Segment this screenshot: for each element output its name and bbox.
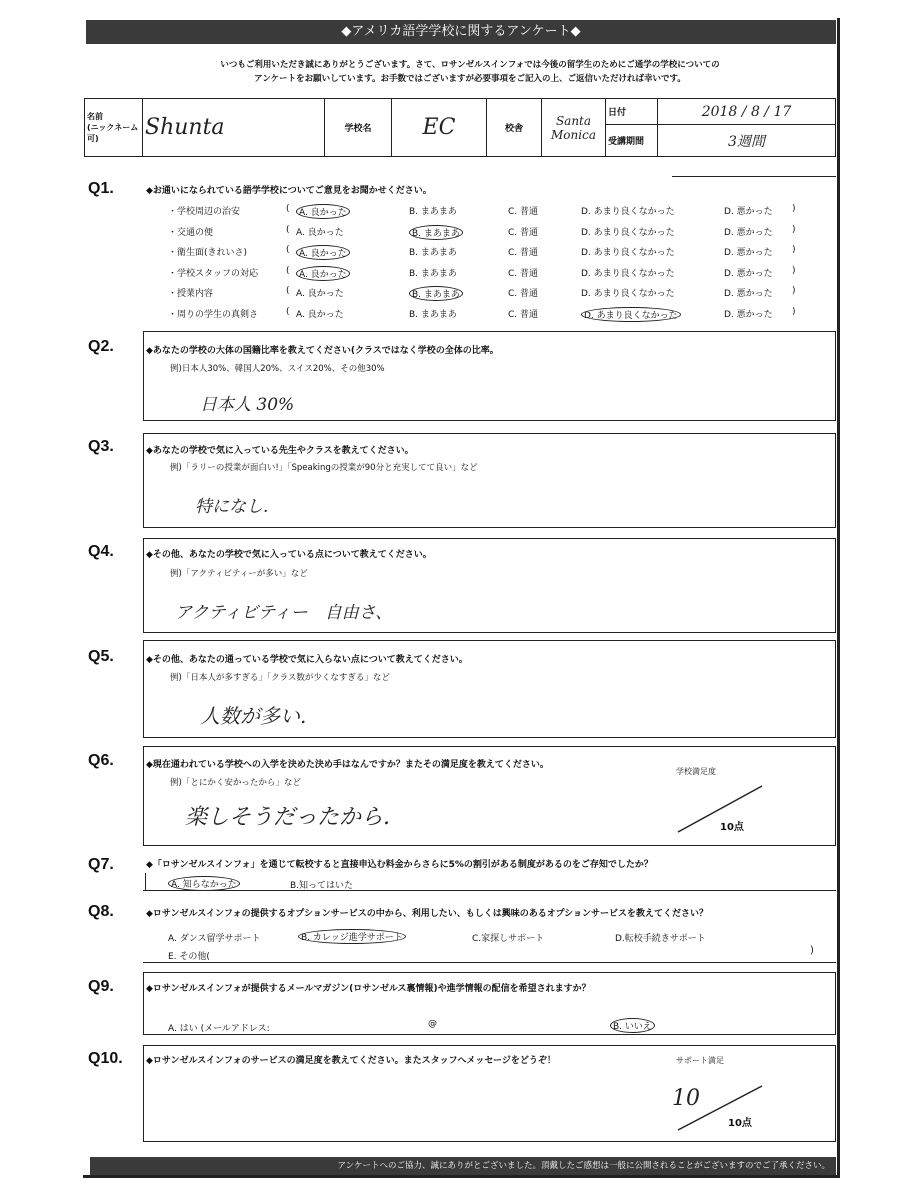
q1-option[interactable]: B. まあまあ bbox=[409, 207, 457, 217]
q1-rule bbox=[672, 176, 836, 177]
q8-option-b[interactable] bbox=[298, 929, 406, 944]
q10-score-scale: 10点 bbox=[728, 1118, 752, 1129]
q1-option[interactable]: C. 普通 bbox=[508, 309, 539, 320]
q1-option[interactable]: D. 悪かった bbox=[724, 207, 773, 217]
campus-value[interactable]: Santa Monica bbox=[542, 99, 606, 157]
q1-option[interactable]: D. あまり良くなかった bbox=[581, 289, 675, 299]
q1-option[interactable]: B. まあまあ bbox=[409, 225, 463, 240]
q3-number: Q3. bbox=[88, 438, 114, 455]
q1-option[interactable]: A. 良かった bbox=[296, 289, 344, 299]
q1-option[interactable]: D. 悪かった bbox=[724, 227, 773, 238]
q3-question: ◆あなたの学校で気に入っている先生やクラスを教えてください。 bbox=[146, 446, 414, 456]
q7-rule bbox=[143, 890, 836, 891]
q9-number: Q9. bbox=[88, 978, 114, 995]
q6-number: Q6. bbox=[88, 752, 114, 769]
q5-question: ◆その他、あなたの通っている学校で気に入らない点について教えてください。 bbox=[146, 655, 468, 665]
q1-row-label: ・交通の便 bbox=[168, 227, 214, 238]
q1-row-label: ・授業内容 bbox=[168, 289, 214, 299]
q1-row-close-paren: ) bbox=[792, 265, 796, 276]
q1-option[interactable]: D. 悪かった bbox=[724, 289, 773, 299]
q2-answer: 日本人 30% bbox=[200, 395, 295, 415]
q2-number: Q2. bbox=[88, 338, 114, 355]
q6-question: ◆現在通われている学校への入学を決めた決め手はなんですか？またその満足度を教えてください。 bbox=[146, 760, 549, 770]
q1-row-close-paren: ) bbox=[792, 306, 796, 317]
school-label: 学校名 bbox=[325, 99, 392, 157]
q7-question: ◆「ロサンゼルスインフォ」を通じて転校すると直接申込む料金からさらに5%の割引がある制度があるのをご存知でしたか？ bbox=[146, 860, 653, 870]
q1-row-close-paren: ) bbox=[792, 224, 796, 235]
q1-option[interactable]: C. 普通 bbox=[508, 268, 539, 279]
q1-option[interactable]: D. あまり良くなかった bbox=[581, 307, 681, 322]
intro-text bbox=[150, 58, 790, 86]
q9-option-b-label: B. いいえ bbox=[610, 1018, 655, 1033]
q8-option-d[interactable]: D.転校手続きサポート bbox=[615, 934, 706, 944]
q1-row-open-paren: ( bbox=[286, 204, 290, 214]
q1-option[interactable]: A. 良かった bbox=[296, 266, 350, 281]
q6-score-scale: 10点 bbox=[720, 822, 744, 833]
q1-option[interactable]: B. まあまあ bbox=[409, 286, 463, 301]
q1-option[interactable]: C. 普通 bbox=[508, 207, 539, 217]
q1-option[interactable]: C. 普通 bbox=[508, 289, 539, 299]
name-label: 名前 (ニックネーム可) bbox=[85, 99, 143, 157]
q9-question: ◆ロサンゼルスインフォが提供するメールマガジン(ロサンゼルス裏情報)や進学情報の配信を希望されますか？ bbox=[146, 984, 591, 994]
q1-option[interactable]: D. 悪かった bbox=[724, 309, 773, 320]
q1-row-open-paren: ( bbox=[286, 265, 290, 276]
q7-option-a[interactable] bbox=[168, 876, 240, 891]
q10-answer: 10 bbox=[672, 1086, 700, 1111]
q1-row-open-paren: ( bbox=[286, 224, 290, 235]
q1-row-label: ・学校スタッフの対応 bbox=[168, 268, 259, 279]
q1-row bbox=[168, 225, 818, 241]
q8-option-b-label: B. カレッジ進学サポート bbox=[298, 929, 406, 944]
q1-option[interactable]: D. あまり良くなかった bbox=[581, 248, 675, 258]
q2-question: ◆あなたの学校の大体の国籍比率を教えてください(クラスではなく学校の全体の比率。 bbox=[146, 346, 499, 356]
q1-row bbox=[168, 245, 818, 261]
q1-option[interactable]: A. 良かった bbox=[296, 245, 350, 260]
q6-answer: 楽しそうだったから. bbox=[185, 805, 390, 830]
q1-option[interactable]: D. あまり良くなかった bbox=[581, 268, 675, 279]
q1-option[interactable]: D. 悪かった bbox=[724, 248, 773, 258]
q1-option[interactable]: D. あまり良くなかった bbox=[581, 227, 675, 238]
q10-satisfaction-label: サポート満足 bbox=[676, 1056, 724, 1065]
q8-option-e-close: ) bbox=[810, 945, 814, 956]
q8-rule bbox=[143, 962, 836, 963]
q7-option-b[interactable]: B.知ってはいた bbox=[290, 881, 354, 891]
q8-option-a[interactable]: A. ダンス留学サポート bbox=[168, 934, 261, 944]
q2-example: 例)日本人30%、韓国人20%、スイス20%、その他30% bbox=[170, 364, 385, 374]
q10-score-slash bbox=[670, 1080, 770, 1140]
q7-number: Q7. bbox=[88, 856, 114, 873]
q5-number: Q5. bbox=[88, 648, 114, 665]
q1-row-label: ・学校周辺の治安 bbox=[168, 207, 241, 217]
q9-option-b[interactable] bbox=[610, 1018, 655, 1033]
period-label: 受講期間 bbox=[606, 125, 658, 157]
q1-row-close-paren: ) bbox=[792, 204, 796, 214]
period-value[interactable]: 3週間 bbox=[658, 125, 836, 157]
q7-left-edge bbox=[145, 873, 146, 891]
campus-label: 校舎 bbox=[487, 99, 542, 157]
date-label: 日付 bbox=[606, 99, 658, 125]
q1-row bbox=[168, 204, 818, 220]
intro-line-1: いつもご利用いただき誠にありがとうございます。さて、ロサンゼルスインフォでは今後の留学生のためにご通学の学校についての bbox=[220, 60, 720, 70]
q6-example: 例)「とにかく安かったから」など bbox=[170, 778, 301, 788]
survey-title: ◆アメリカ語学学校に関するアンケート◆ bbox=[86, 20, 836, 44]
q6-satisfaction-label: 学校満足度 bbox=[676, 767, 716, 776]
q1-option[interactable]: A. 良かった bbox=[296, 204, 350, 219]
q1-question: ◆お通いになられている語学学校についてご意見をお聞かせください。 bbox=[146, 186, 432, 196]
q4-number: Q4. bbox=[88, 543, 114, 560]
q1-number: Q1. bbox=[88, 180, 114, 197]
intro-line-2: アンケートをお願いしています。お手数ではございますが必要事項をご記入の上、ご返信いただければ幸いです。 bbox=[254, 74, 686, 84]
q9-option-a[interactable]: A. はい (メールアドレス: bbox=[168, 1024, 270, 1034]
q1-row-label: ・衛生面(きれいさ) bbox=[168, 248, 248, 258]
q1-option[interactable]: C. 普通 bbox=[508, 227, 539, 238]
q8-option-e[interactable]: E. その他( bbox=[168, 952, 210, 962]
q1-row-open-paren: ( bbox=[286, 306, 290, 317]
school-value[interactable]: EC bbox=[392, 99, 487, 157]
q5-answer: 人数が多い. bbox=[200, 704, 307, 728]
q1-option[interactable]: D. あまり良くなかった bbox=[581, 207, 675, 217]
q1-option[interactable]: A. 良かった bbox=[296, 227, 344, 238]
q1-option[interactable]: B. まあまあ bbox=[409, 309, 457, 320]
q1-row bbox=[168, 286, 818, 302]
q3-answer: 特になし. bbox=[195, 497, 269, 517]
q1-option[interactable]: C. 普通 bbox=[508, 248, 539, 258]
q1-row-open-paren: ( bbox=[286, 245, 290, 255]
q3-example: 例)「ラリーの授業が面白い!」「Speakingの授業が90分と充実してて良い」など bbox=[170, 463, 478, 473]
q8-number: Q8. bbox=[88, 903, 114, 920]
q1-option[interactable]: D. 悪かった bbox=[724, 268, 773, 279]
q10-number: Q10. bbox=[88, 1050, 123, 1067]
q8-option-c[interactable]: C.家探しサポート bbox=[472, 934, 545, 944]
q1-row-close-paren: ) bbox=[792, 245, 796, 255]
q1-option[interactable]: B. まあまあ bbox=[409, 248, 457, 258]
q4-example: 例)「アクティビティーが多い」など bbox=[170, 569, 308, 579]
q8-question: ◆ロサンゼルスインフォの提供するオプションサービスの中から、利用したい、もしくは興味のあるオプションサービスを教えてください？ bbox=[146, 909, 708, 919]
footer-thanks: アンケートへのご協力、誠にありがとございました。頂戴したご感想は一般に公開されることがございますのでご了承ください。 bbox=[90, 1157, 836, 1175]
info-table bbox=[84, 98, 836, 157]
q1-row bbox=[168, 266, 818, 282]
q10-question: ◆ロサンゼルスインフォのサービスの満足度を教えてください。またスタッフへメッセージをどうぞ！ bbox=[146, 1056, 556, 1066]
q1-row bbox=[168, 307, 818, 323]
q1-option[interactable]: A. 良かった bbox=[296, 309, 344, 320]
q5-example: 例)「日本人が多すぎる」「クラス数が少くなすぎる」など bbox=[170, 673, 390, 683]
q1-row-label: ・周りの学生の真剣さ bbox=[168, 309, 259, 320]
q4-answer: アクティビティー 自由さ、 bbox=[175, 603, 393, 623]
date-value[interactable]: 2018 / 8 / 17 bbox=[658, 99, 836, 125]
q9-email-at: @ bbox=[428, 1019, 437, 1029]
q4-question: ◆その他、あなたの学校で気に入っている点について教えてください。 bbox=[146, 550, 432, 560]
q1-option[interactable]: B. まあまあ bbox=[409, 268, 457, 279]
q7-option-a-label: A. 知らなかった bbox=[168, 876, 240, 891]
name-value[interactable]: Shunta bbox=[143, 99, 325, 157]
q1-row-open-paren: ( bbox=[286, 286, 290, 296]
q1-row-close-paren: ) bbox=[792, 286, 796, 296]
